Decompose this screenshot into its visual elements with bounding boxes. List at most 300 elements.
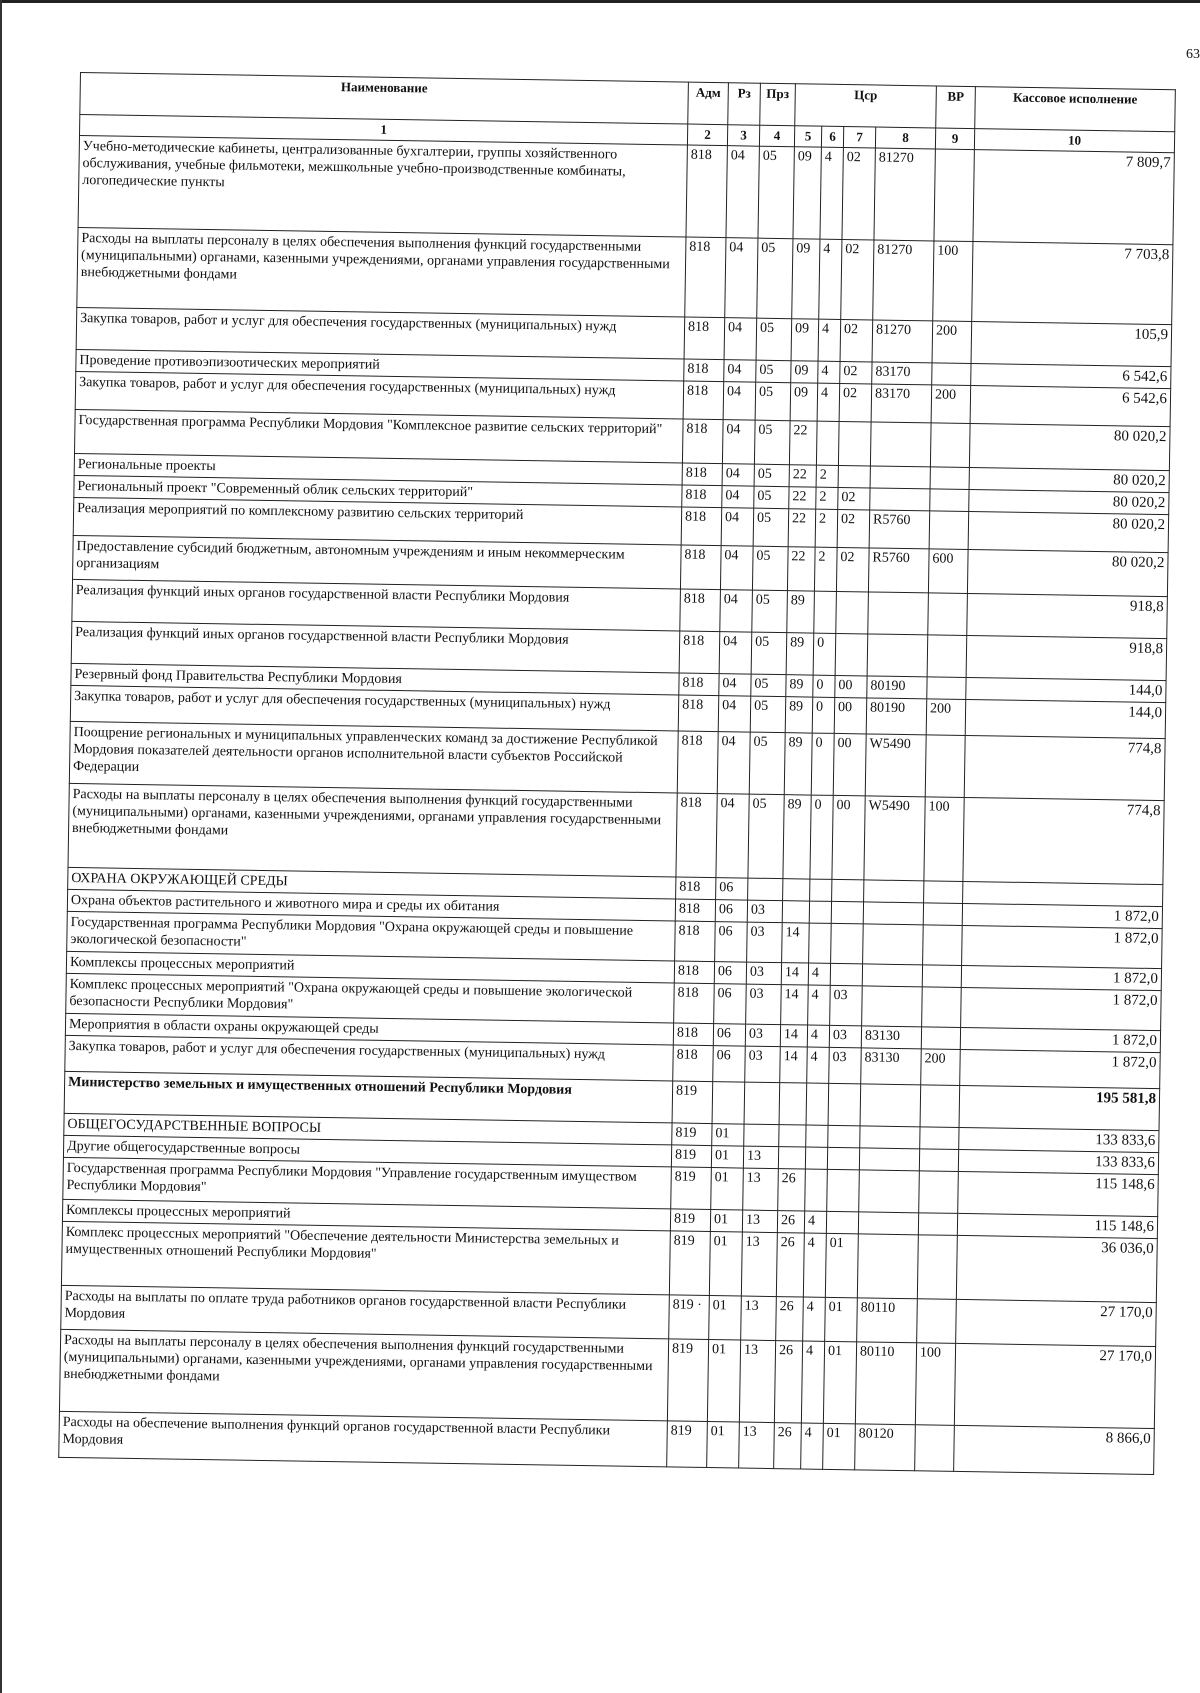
row-amount: 1 872,0 xyxy=(960,1049,1161,1088)
row-c3: 02 xyxy=(840,361,872,383)
row-c2 xyxy=(805,1169,828,1211)
row-adm: 818 xyxy=(678,695,719,732)
row-rz: 06 xyxy=(713,1046,746,1082)
row-c1: 89 xyxy=(787,591,815,633)
row-c2: 4 xyxy=(819,239,842,319)
row-rz xyxy=(712,1082,745,1124)
row-c2: 0 xyxy=(810,795,833,879)
row-rz: 04 xyxy=(723,382,756,420)
row-vr xyxy=(919,1149,958,1172)
row-amount: 27 170,0 xyxy=(954,1343,1155,1428)
header-adm: Адм xyxy=(688,82,729,125)
row-c1: 22 xyxy=(787,547,815,591)
row-adm: 819 xyxy=(672,1123,712,1146)
row-prz: 13 xyxy=(743,1146,778,1169)
row-name: Расходы на выплаты персоналу в целях обеспечения выполнения функций государственными (муниципальными) органами, казенными учреждениями, органами управления государственными внебюджетными фондами xyxy=(68,783,677,877)
row-amount: 8 866,0 xyxy=(954,1425,1155,1474)
row-c3: 01 xyxy=(823,1423,856,1469)
row-name: Комплекс процессных мероприятий "Охрана окружающей среды и повышение экологической безопасности Республики Мордовия" xyxy=(66,973,675,1023)
row-c1: 26 xyxy=(777,1211,804,1233)
row-prz: 05 xyxy=(755,382,791,421)
row-c4 xyxy=(857,1234,918,1299)
row-prz: 03 xyxy=(746,984,782,1025)
row-rz: 01 xyxy=(709,1232,742,1296)
row-c3 xyxy=(838,465,870,487)
row-c3 xyxy=(826,1211,858,1233)
row-amount: 1 872,0 xyxy=(962,903,1162,928)
row-adm: 818 xyxy=(674,961,714,984)
row-c2 xyxy=(805,1147,827,1169)
row-c1: 89 xyxy=(784,733,812,795)
row-c4: 81270 xyxy=(873,240,934,321)
row-amount: 1 872,0 xyxy=(961,987,1162,1030)
row-name: Министерство земельных и имущественных отношений Республики Мордовия xyxy=(64,1071,673,1123)
row-c1: 22 xyxy=(789,487,816,509)
row-name: Комплексы процессных мероприятий xyxy=(62,1199,670,1231)
row-rz: 04 xyxy=(724,360,756,382)
row-name: Региональные проекты xyxy=(74,453,682,485)
row-amount: 6 542,6 xyxy=(971,364,1171,389)
row-name: Закупка товаров, работ и услуг для обеспечения государственных (муниципальных) нужд xyxy=(75,371,684,419)
row-c3: 02 xyxy=(841,239,874,319)
row-vr: 100 xyxy=(924,797,964,882)
row-name: Реализация мероприятий по комплексному развитию сельских территорий xyxy=(73,497,682,545)
row-amount: 918,8 xyxy=(966,635,1167,680)
row-c2 xyxy=(816,421,839,465)
table-body xyxy=(59,136,1175,1475)
row-name: Охрана объектов растительного и животного мира и среды их обитания xyxy=(67,889,675,921)
row-rz: 04 xyxy=(726,146,759,238)
row-prz xyxy=(748,878,783,901)
row-rz: 06 xyxy=(716,878,748,900)
row-amount: 80 020,2 xyxy=(969,468,1169,493)
row-name: Реализация функций иных органов государственной власти Республики Мордовия xyxy=(71,621,680,673)
row-rz: 01 xyxy=(711,1168,744,1210)
row-prz: 05 xyxy=(754,420,790,465)
budget-table xyxy=(58,72,1176,1475)
row-c2: 2 xyxy=(816,465,838,487)
row-c2: 0 xyxy=(813,675,835,697)
row-vr xyxy=(922,965,961,988)
row-vr: 200 xyxy=(931,385,971,424)
row-c1: 14 xyxy=(782,923,810,963)
row-adm: 819 xyxy=(667,1421,708,1468)
row-c4: W5490 xyxy=(865,734,926,797)
header-col-number-1: 1 xyxy=(80,115,688,146)
row-vr xyxy=(922,987,962,1028)
row-c4 xyxy=(870,422,931,467)
row-adm: 818 xyxy=(684,359,724,382)
row-name: Государственная программа Республики Мордовия "Управление государственным имуществом Республики Мордовия" xyxy=(63,1157,672,1209)
row-c4: R5760 xyxy=(868,548,929,593)
row-c4 xyxy=(870,488,930,511)
row-adm: 818 xyxy=(680,545,721,590)
header-col-number-6: 6 xyxy=(821,126,843,147)
header-name: Наименование xyxy=(80,73,689,125)
row-amount: 80 020,2 xyxy=(967,550,1168,597)
row-c4: 83130 xyxy=(861,1048,922,1085)
row-c4 xyxy=(862,986,923,1027)
row-c3 xyxy=(831,901,863,923)
row-adm: 818 xyxy=(675,899,715,922)
row-prz: 03 xyxy=(746,962,781,985)
row-rz: 04 xyxy=(717,732,750,794)
row-vr xyxy=(920,1085,960,1128)
row-adm: 818 xyxy=(673,1045,714,1082)
row-adm: 818 xyxy=(676,877,716,900)
row-name: Расходы на выплаты по оплате труда работников органов государственной власти Республики Мордовия xyxy=(61,1285,670,1339)
row-adm: 818 xyxy=(685,237,726,318)
row-rz: 01 xyxy=(707,1340,740,1422)
row-adm: 819 xyxy=(667,1339,708,1422)
row-c4 xyxy=(864,880,924,903)
row-amount: 918,8 xyxy=(967,594,1168,639)
row-c1 xyxy=(783,879,810,901)
row-prz xyxy=(744,1124,779,1147)
row-rz: 04 xyxy=(721,508,754,546)
row-c2: 2 xyxy=(816,487,838,509)
row-c3: 00 xyxy=(834,697,867,733)
header-prz: Прз xyxy=(760,83,796,126)
row-name: ОХРАНА ОКРУЖАЮЩЕЙ СРЕДЫ xyxy=(68,867,676,899)
row-name: Мероприятия в области охраны окружающей среды xyxy=(65,1013,673,1045)
row-adm: 818 xyxy=(677,731,718,794)
row-c4 xyxy=(867,634,928,677)
row-rz: 01 xyxy=(711,1146,743,1168)
row-vr xyxy=(920,1127,959,1150)
row-c1: 22 xyxy=(789,421,817,465)
row-c3: 00 xyxy=(835,675,867,697)
row-vr xyxy=(927,635,967,678)
row-rz: 01 xyxy=(710,1210,742,1232)
row-c1: 89 xyxy=(785,697,813,733)
row-rz: 04 xyxy=(722,464,754,486)
row-c1: 26 xyxy=(776,1233,804,1297)
row-c1: 14 xyxy=(781,985,809,1025)
row-c2: 4 xyxy=(808,963,830,985)
row-name: Реализация функций иных органов государственной власти Республики Мордовия xyxy=(72,579,681,631)
row-adm: 818 xyxy=(675,921,716,962)
row-prz: 03 xyxy=(747,922,783,963)
row-c4: 83170 xyxy=(871,384,932,423)
row-adm: 818 xyxy=(679,673,719,696)
row-amount: 6 542,6 xyxy=(970,386,1171,427)
row-prz: 05 xyxy=(754,486,789,509)
row-vr xyxy=(930,423,970,468)
row-c3: 03 xyxy=(829,1025,861,1047)
row-name: Расходы на выплаты персоналу в целях обеспечения выполнения функций государственными (муниципальными) органами, казенными учреждениями, органами управления государственными внебюджетными фондами xyxy=(59,1329,668,1421)
row-c3 xyxy=(838,421,871,465)
row-adm: 819 xyxy=(672,1081,713,1124)
row-c3 xyxy=(828,1083,861,1125)
row-c4 xyxy=(858,1212,918,1235)
row-vr xyxy=(934,149,974,242)
row-amount: 133 833,6 xyxy=(959,1127,1159,1152)
row-c1: 14 xyxy=(780,1047,808,1083)
row-c4: 80110 xyxy=(855,1342,916,1425)
row-vr xyxy=(932,363,971,386)
row-amount: 80 020,2 xyxy=(968,512,1169,553)
row-amount xyxy=(963,881,1163,906)
row-c1: 26 xyxy=(776,1297,804,1341)
row-c4 xyxy=(868,592,929,635)
row-amount: 105,9 xyxy=(971,322,1172,367)
row-c4: 80110 xyxy=(857,1298,918,1343)
row-vr xyxy=(925,735,965,798)
header-col-number-7: 7 xyxy=(843,127,875,149)
row-prz: 05 xyxy=(749,732,785,795)
row-vr xyxy=(923,903,962,926)
row-vr xyxy=(921,1027,960,1050)
header-col-number-2: 2 xyxy=(687,124,727,146)
row-name: Комплексы процессных мероприятий xyxy=(66,951,674,983)
row-rz: 01 xyxy=(709,1296,742,1340)
row-rz: 04 xyxy=(724,318,757,360)
row-c2 xyxy=(809,923,832,963)
row-c4: 83130 xyxy=(861,1026,921,1049)
row-c4: R5760 xyxy=(869,510,930,549)
row-c2: 0 xyxy=(811,733,834,795)
row-vr xyxy=(923,925,963,966)
row-adm: 818 xyxy=(676,793,717,878)
row-rz: 04 xyxy=(719,674,751,696)
header-col-number-3: 3 xyxy=(727,125,759,147)
row-rz: 04 xyxy=(725,238,758,318)
row-c2 xyxy=(806,1083,829,1125)
row-prz: 13 xyxy=(739,1422,775,1469)
row-prz: 13 xyxy=(741,1232,777,1297)
row-vr: 200 xyxy=(932,321,972,364)
row-name: Расходы на выплаты персоналу в целях обеспечения выполнения функций государственными (муниципальными) органами, казенными учреждениями, органами управления государственными внебюджетными фондами xyxy=(77,227,686,317)
row-c2: 4 xyxy=(801,1341,824,1423)
row-adm: 819 · xyxy=(669,1295,710,1340)
row-prz: 05 xyxy=(752,546,788,591)
row-c2: 0 xyxy=(813,633,836,675)
row-prz: 05 xyxy=(751,632,787,675)
row-c1: 89 xyxy=(783,795,811,879)
row-c3: 02 xyxy=(836,547,869,591)
row-c3 xyxy=(831,923,864,963)
budget-sheet xyxy=(58,72,1175,1475)
row-prz: 05 xyxy=(757,238,793,319)
row-rz: 04 xyxy=(720,546,753,590)
header-col-number-8: 8 xyxy=(875,127,935,149)
row-c1: 09 xyxy=(790,383,818,421)
row-amount: 115 148,6 xyxy=(958,1171,1159,1216)
row-c3 xyxy=(832,879,864,901)
row-c3: 02 xyxy=(837,509,870,547)
row-c3: 03 xyxy=(830,985,863,1025)
row-rz: 04 xyxy=(719,632,752,674)
row-amount: 80 020,2 xyxy=(969,424,1170,471)
row-c3: 01 xyxy=(825,1233,858,1297)
row-c4 xyxy=(863,924,924,965)
row-name: Региональный проект "Современный облик сельских территорий" xyxy=(74,475,682,507)
row-rz: 04 xyxy=(716,794,749,878)
row-prz: 13 xyxy=(742,1210,777,1233)
row-c3 xyxy=(828,1125,860,1147)
row-c2: 2 xyxy=(814,547,837,591)
row-vr xyxy=(924,881,963,904)
row-prz: 13 xyxy=(743,1168,779,1211)
row-c4 xyxy=(870,466,930,489)
row-prz: 03 xyxy=(745,1024,780,1047)
row-name: Закупка товаров, работ и услуг для обеспечения государственных (муниципальных) нужд xyxy=(65,1035,673,1081)
header-col-number-5: 5 xyxy=(794,126,821,147)
row-c3 xyxy=(827,1147,859,1169)
row-c4 xyxy=(859,1148,919,1171)
row-adm: 818 xyxy=(682,463,722,486)
row-c1: 26 xyxy=(778,1169,806,1211)
row-c4: 81270 xyxy=(872,320,933,363)
row-c2: 4 xyxy=(818,319,841,361)
row-rz: 06 xyxy=(715,922,748,962)
row-adm: 819 xyxy=(671,1145,711,1168)
row-vr xyxy=(930,467,969,490)
header-col-number-10: 10 xyxy=(974,129,1174,153)
row-vr xyxy=(927,677,966,700)
row-amount: 36 036,0 xyxy=(956,1235,1157,1302)
row-rz: 06 xyxy=(715,900,747,922)
row-c3: 00 xyxy=(832,795,865,879)
row-amount: 1 872,0 xyxy=(961,965,1161,990)
row-adm: 818 xyxy=(674,983,715,1024)
row-c1 xyxy=(782,901,809,923)
row-amount: 144,0 xyxy=(966,677,1166,702)
row-c4: 81270 xyxy=(874,148,935,241)
row-c4: 80190 xyxy=(866,698,927,735)
scan-edge-top xyxy=(0,0,1200,3)
row-amount: 774,8 xyxy=(964,735,1165,800)
row-adm: 818 xyxy=(684,317,725,360)
row-c2: 0 xyxy=(812,697,835,733)
row-amount: 7 703,8 xyxy=(972,242,1173,325)
row-vr xyxy=(919,1171,959,1214)
row-c2: 4 xyxy=(801,1423,824,1469)
table-row xyxy=(78,136,1174,245)
row-prz: 05 xyxy=(753,508,789,547)
row-c3: 02 xyxy=(838,487,870,509)
row-c2: 4 xyxy=(804,1211,826,1233)
row-name: ОБЩЕГОСУДАРСТВЕННЫЕ ВОПРОСЫ xyxy=(64,1113,672,1145)
row-c1: 14 xyxy=(780,1025,807,1047)
row-adm: 818 xyxy=(682,419,723,464)
row-c2: 4 xyxy=(803,1297,826,1341)
row-amount: 1 872,0 xyxy=(960,1027,1160,1052)
row-c4 xyxy=(860,1084,921,1127)
row-c3: 00 xyxy=(833,733,866,795)
row-c1: 22 xyxy=(789,465,816,487)
row-name: Резервный фонд Правительства Республики Мордовия xyxy=(71,663,679,695)
row-prz: 13 xyxy=(741,1296,777,1341)
scan-edge-left xyxy=(0,0,2,1693)
row-c2: 4 xyxy=(817,383,840,421)
row-vr xyxy=(929,511,969,550)
row-c2 xyxy=(810,879,832,901)
row-c1: 89 xyxy=(786,675,813,697)
row-name: Закупка товаров, работ и услуг для обеспечения государственных (муниципальных) нужд xyxy=(76,307,685,359)
row-c2: 4 xyxy=(820,147,843,239)
row-prz: 05 xyxy=(756,360,791,383)
row-prz: 05 xyxy=(752,590,788,633)
row-name: Расходы на обеспечение выполнения функций органов государственной власти Республики Мордовия xyxy=(59,1411,668,1467)
row-c3: 02 xyxy=(839,383,872,421)
row-prz: 05 xyxy=(754,464,789,487)
row-adm: 819 xyxy=(671,1167,712,1210)
row-c2: 4 xyxy=(818,361,840,383)
row-vr xyxy=(915,1425,955,1472)
row-c1: 26 xyxy=(774,1341,802,1423)
row-prz: 05 xyxy=(750,696,786,733)
row-prz: 03 xyxy=(745,1046,781,1083)
row-prz: 05 xyxy=(751,674,786,697)
row-amount: 27 170,0 xyxy=(956,1299,1157,1346)
row-amount: 144,0 xyxy=(965,699,1166,738)
row-c4 xyxy=(860,1126,920,1149)
row-c3 xyxy=(836,591,869,633)
header-vr: ВР xyxy=(936,86,976,129)
row-c1: 22 xyxy=(788,509,816,547)
row-vr xyxy=(928,593,968,636)
row-adm: 818 xyxy=(686,145,727,238)
row-c1: 09 xyxy=(792,239,820,319)
row-amount: 115 148,6 xyxy=(957,1213,1157,1238)
row-adm: 818 xyxy=(683,381,724,420)
row-c4: 83170 xyxy=(872,362,932,385)
row-c4: W5490 xyxy=(864,796,925,881)
row-vr: 600 xyxy=(928,549,968,594)
row-c1: 09 xyxy=(793,147,821,239)
row-amount: 195 581,8 xyxy=(959,1085,1160,1130)
row-name: Закупка товаров, работ и услуг для обеспечения государственных (муниципальных) нужд xyxy=(70,685,678,731)
row-c4 xyxy=(859,1170,920,1213)
row-adm: 818 xyxy=(680,589,721,632)
row-vr xyxy=(918,1213,957,1236)
header-csr: Цср xyxy=(795,84,937,128)
row-amount: 774,8 xyxy=(963,797,1164,884)
row-amount: 80 020,2 xyxy=(969,490,1169,515)
row-name: Другие общегосударственные вопросы xyxy=(63,1135,671,1167)
row-c1: 09 xyxy=(791,319,819,361)
header-col-number-4: 4 xyxy=(759,125,794,147)
row-vr xyxy=(917,1235,957,1300)
row-adm: 819 xyxy=(670,1209,710,1232)
row-c3 xyxy=(827,1169,860,1211)
row-adm: 818 xyxy=(673,1023,713,1046)
row-c2: 4 xyxy=(807,1047,830,1083)
row-prz: 05 xyxy=(756,318,792,361)
row-c1 xyxy=(778,1147,805,1169)
row-name: Предоставление субсидий бюджетным, автономным учреждениям и иным некоммерческим организациям xyxy=(73,535,682,589)
row-c2: 4 xyxy=(803,1233,826,1297)
row-name: Учебно-методические кабинеты, централизованные бухгалтерии, группы хозяйственного обслуживания, учебные фильмотеки, межшкольные учебно-производственные комбинаты, логопедические пункты xyxy=(78,136,687,238)
row-rz: 06 xyxy=(714,984,747,1024)
row-name: Поощрение региональных и муниципальных управленческих команд за достижение Республикой Мордовия показателей деятельности органов исполнительной власти субъектов Российской Федерации xyxy=(69,721,678,793)
row-rz: 01 xyxy=(707,1422,740,1468)
row-rz: 04 xyxy=(720,590,753,632)
row-c1 xyxy=(779,1083,807,1125)
row-c4 xyxy=(863,902,923,925)
row-c4 xyxy=(862,964,922,987)
row-c1: 89 xyxy=(786,633,814,675)
row-c3: 03 xyxy=(829,1047,862,1083)
row-c3 xyxy=(830,963,862,985)
row-c2: 2 xyxy=(815,509,838,547)
header-amount: Кассовое исполнение xyxy=(975,87,1176,132)
row-c2: 4 xyxy=(808,985,831,1025)
row-vr: 100 xyxy=(933,241,973,322)
row-prz: 05 xyxy=(748,794,784,879)
